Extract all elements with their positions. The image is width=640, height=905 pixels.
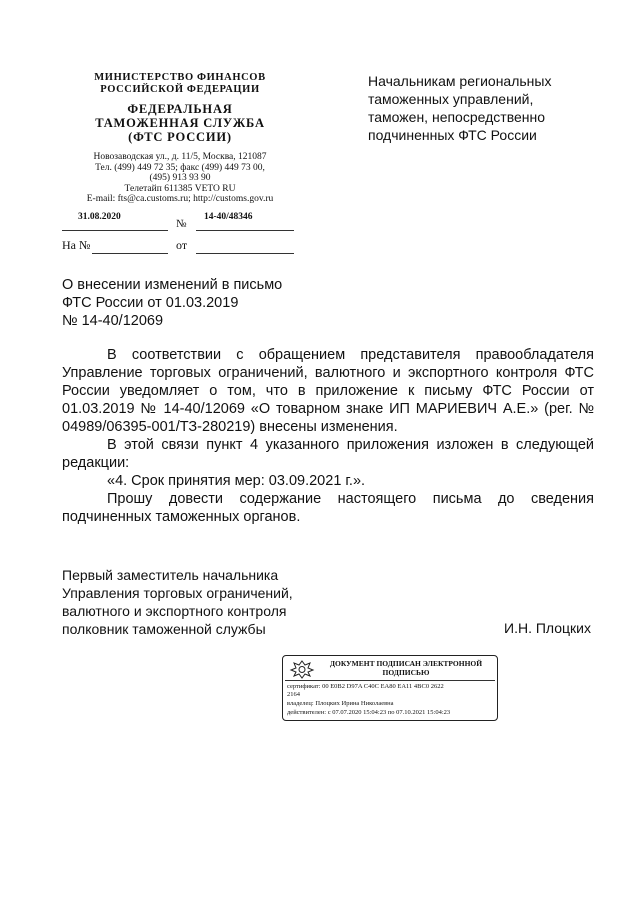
stamp-certificate: сертификат: 00 E0B2 D97A C40C EA80 EA11 4BC0 2622	[287, 683, 444, 690]
date-underline	[62, 230, 168, 231]
subject-line2: ФТС России от 01.03.2019	[62, 295, 239, 311]
stamp-certificate-cont: 2164	[287, 691, 300, 698]
reference-underline	[92, 253, 168, 254]
signatory-title-line3: валютного и экспортного контроля	[62, 603, 287, 619]
emblem-icon	[288, 659, 316, 679]
address: Новозаводская ул., д. 11/5, Москва, 121087	[93, 152, 267, 162]
body-paragraph-4: Прошу довести содержание настоящего письма до сведения подчиненных таможенных органов.	[62, 491, 594, 525]
signer-name: И.Н. Плоцких	[504, 620, 591, 636]
teletype: Телетайп 611385 VETO RU	[124, 183, 236, 194]
stamp-validity: действителен: с 07.07.2020 15:04:23 по 07.10.2021 15:04:23	[287, 709, 451, 716]
subject-line1: О внесении изменений в письмо	[62, 277, 283, 293]
service-name-line3: (ФТС РОССИИ)	[128, 130, 232, 144]
signatory-title-line4: полковник таможенной службы	[62, 621, 266, 637]
stamp-title-line1: ДОКУМЕНТ ПОДПИСАН ЭЛЕКТРОННОЙ	[329, 659, 483, 668]
email-website: E-mail: fts@ca.customs.ru; http://customs.gov.ru	[86, 194, 274, 204]
signatory-title-line1: Первый заместитель начальника	[62, 567, 279, 583]
fax-secondary: (495) 913 93 90	[149, 173, 211, 183]
letter-subject	[62, 276, 362, 330]
addressee-line2: таможенных управлений,	[368, 91, 534, 107]
stamp-title	[317, 659, 495, 677]
electronic-signature-stamp	[282, 655, 498, 721]
registration-number: 14-40/48346	[204, 212, 253, 222]
stamp-title-line2: ПОДПИСЬЮ	[382, 668, 430, 677]
body-paragraph-3: «4. Срок принятия мер: 03.09.2021 г.».	[107, 473, 366, 489]
phone-fax: Тел. (499) 449 72 35; факс (499) 449 73 00,	[95, 162, 265, 173]
stamp-divider	[285, 680, 495, 681]
service-name-line1: ФЕДЕРАЛЬНАЯ	[127, 102, 233, 116]
letter-body	[62, 346, 594, 526]
reference-date-underline	[196, 253, 294, 254]
addressee-line4: подчиненных ФТС России	[368, 127, 537, 143]
letterhead	[60, 72, 300, 205]
addressee-line3: таможен, непосредственно	[368, 109, 546, 125]
number-underline	[196, 230, 294, 231]
registration-date: 31.08.2020	[78, 212, 121, 222]
service-name-line2: ТАМОЖЕННАЯ СЛУЖБА	[95, 116, 265, 130]
body-paragraph-2: В этой связи пункт 4 указанного приложения изложен в следующей редакции:	[62, 437, 594, 471]
number-sign: №	[176, 218, 187, 230]
addressee-line1: Начальникам региональных	[368, 73, 552, 89]
addressee	[368, 72, 598, 144]
signature-block	[62, 566, 362, 638]
ministry-name-line2: РОССИЙСКОЙ ФЕДЕРАЦИИ	[100, 84, 260, 95]
stamp-owner: владелец: Плоцких Ирина Николаевна	[287, 700, 394, 707]
reference-label: На №	[62, 238, 91, 252]
ministry-name-line1: МИНИСТЕРСТВО ФИНАНСОВ	[94, 72, 266, 83]
signatory-title-line2: Управления торговых ограничений,	[62, 585, 293, 601]
subject-line3: № 14-40/12069	[62, 313, 164, 329]
body-paragraph-1: В соответствии с обращением представителя правообладателя Управление торговых ограничений, валютного и экспортного контроля ФТС России уведомляет о том, что в приложение к письму ФТС России от 01.03.2019 № 14-40/12069 «О товарном знаке ИП МАРИЕВИЧ А.Е.» (рег. № 04989/06395-001/ТЗ-280219) внесены изменения.	[62, 347, 594, 435]
reference-from-label: от	[176, 238, 188, 252]
